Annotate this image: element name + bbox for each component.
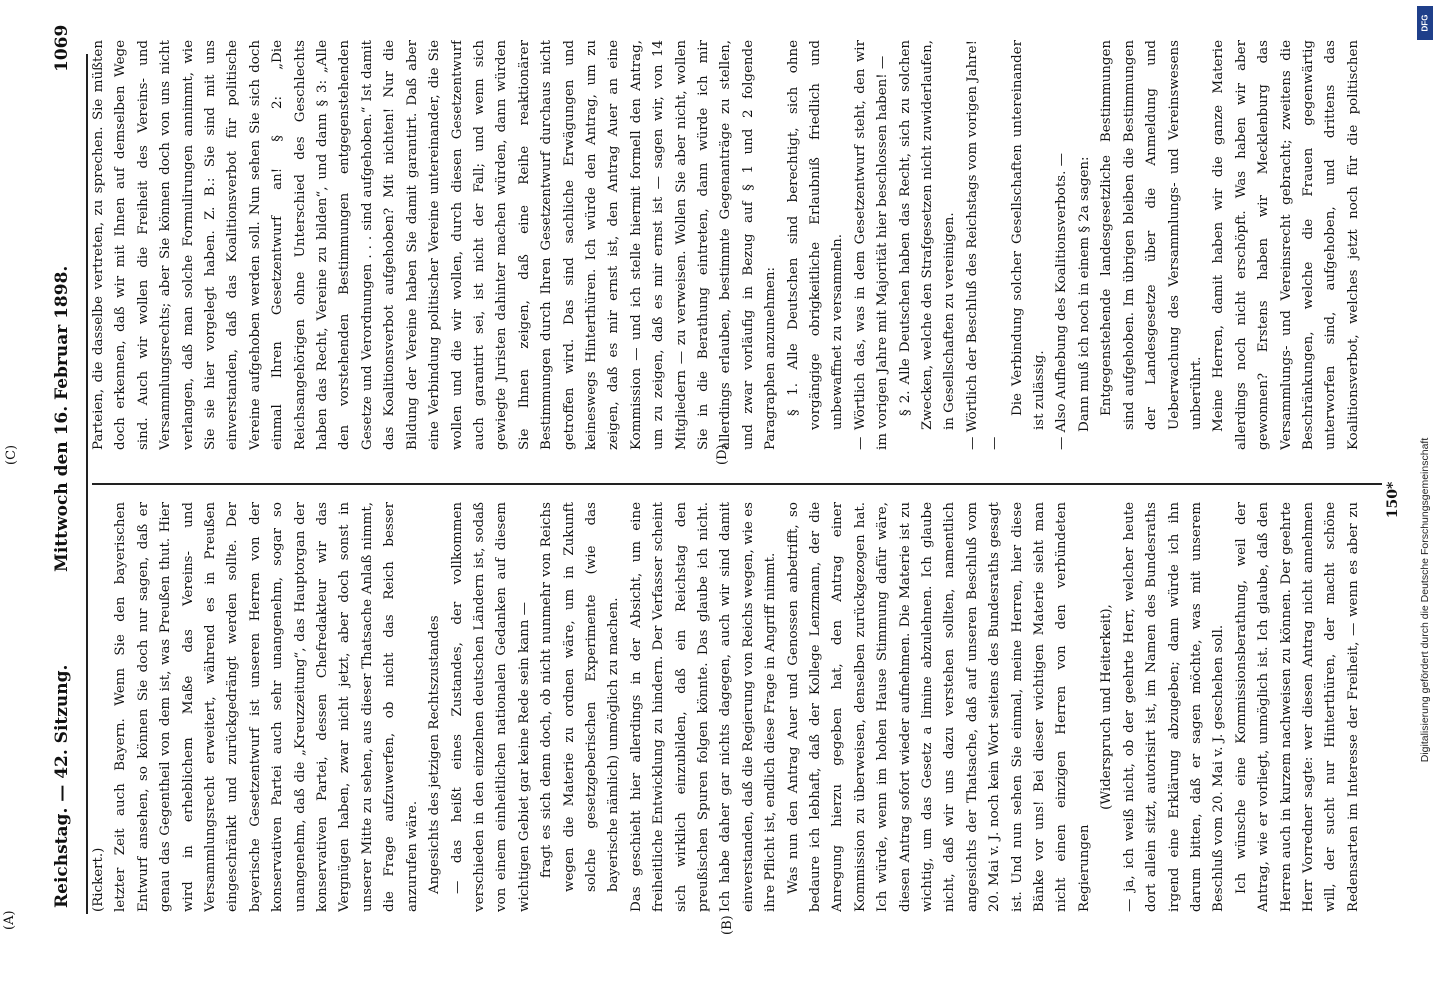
page-number: 1069 — [52, 24, 72, 72]
paragraph: Meine Herren, damit haben wir die ganze Materie allerdings noch nicht erschöpft. Was haben wir aber gewonnen? Erstens haben wir Mecklenburg das Versammlungs- und Vereinsrecht gebracht; zweitens die Beschränkungen, welche die Frauen gegenwärtig unterworfen sind, aufgehoben, und drittens das Koalitionsverbot, welches jetzt noch für die politischen — [1211, 40, 1361, 450]
paragraph: Das geschieht hier allerdings in der Absicht, um eine freiheitliche Entwicklung zu hindern. Der Verfasser scheint sich wirklich einzubilden, daß ein Reichstag den preußischen Spuren folgen könnte. Das glaube ich nicht. Ich habe daher gar nichts dagegen, auch wir sind damit einverstanden, daß die Regierung von Reichs wegen, wie es ihre Pflicht ist, endlich diese Frage in Angriff nimmt. — [628, 502, 779, 912]
left-text-column — [88, 502, 1368, 912]
paragraph: Ich wünsche eine Kommissionsberathung, weil der Antrag, wie er vorliegt, unmöglich ist. Ich glaube, daß den Herren auch in kurzem nachweisen zu können. Der geehrte Herr Vorredner sagte: wer diesen Antrag nicht annehmen will, der sucht nur Hinterthüren, der macht schöne Redensarten im Interesse der Freiheit, — wenn es aber zu — [1233, 502, 1361, 912]
paragraph: § 1. Alle Deutschen sind berechtigt, sich ohne vorgängige obrigkeitliche Erlaubniß friedlich und unbewaffnet zu versammeln. — [785, 40, 846, 430]
right-text-column — [88, 40, 1368, 450]
margin-marker-c: (C) — [4, 444, 19, 465]
paragraph: Entgegenstehende landesgesetzliche Bestimmungen sind aufgehoben. Im übrigen bleiben die Bestimmungen der Landesgesetze über die Anmeldung und Ueberwachung des Versammlungs- und Vereinswesens unberührt. — [1099, 40, 1204, 430]
paragraph: letzter Zeit auch Bayern. Wenn Sie den bayerischen Entwurf ansehen, so können Sie doch nur sagen, daß er genau das Gegentheil von dem ist, was Preußen thut. Hier wird in erheblichem Maße das Vereins- und Versammlungsrecht erweitert, während es in Preußen eingeschränkt und zurückgedrängt werden sollte. Der bayerische Gesetzentwurf ist unseren Herren von der konservativen Partei auch sehr unangenehm, sogar so unangenehm, daß die „Kreuzzeitung“, das Hauptorgan der konservativen Partei, dessen Chefredakteur wir das Vergnügen haben, zwar nicht jetzt, aber doch sonst in unserer Mitte zu sehen, aus dieser Thatsache Anlaß nimmt, die Frage aufzuwerfen, ob nicht das Reich besser anzurufen wäre. — [113, 502, 420, 912]
paragraph: Dann muß ich noch in einem § 2a sagen: — [1076, 156, 1092, 432]
paragraph: § 2. Alle Deutschen haben das Recht, sich zu solchen Zwecken, welche den Strafgesetzen nicht zuwiderlaufen, in Gesellschaften zu vereinigen. — [897, 40, 958, 430]
dfg-logo: DFG — [1417, 6, 1433, 40]
dfg-attribution-strip — [1416, 0, 1434, 1000]
running-header-left: Reichstag. — 42. Sitzung. — [52, 664, 72, 908]
paragraph: — Also Aufhebung des Koalitionsverbots. — — [1054, 152, 1070, 450]
paragraph: Die Verbindung solcher Gesellschaften untereinander ist zulässig. — [1009, 40, 1048, 430]
running-header-date: Mittwoch den 16. Februar 1898. — [52, 265, 72, 572]
bottom-page-number: 150* — [1385, 481, 1401, 519]
margin-marker-d: (D) — [715, 444, 730, 465]
paragraph: Parteien, die dasselbe vertreten, zu sprechen. Sie müßten doch erkennen, daß wir mit Ihnen auf demselben Wege sind. Auch wir wollen die Freiheit des Vereins- und Versammlungsrechts; aber Sie können doch von uns nicht verlangen, daß man solche Formulirungen annimmt, wie Sie sie hier vorgelegt haben. Z. B.: Sie sind mit uns einverstanden, daß das Koalitionsverbot für politische Vereine aufgehoben werden soll. Nun sehen Sie sich doch einmal Ihren Gesetzentwurf an! § 2: „Die Reichsangehörigen ohne Unterschied des Geschlechts haben das Recht, Vereine zu bilden“, und dann § 3: „Alle den vorstehenden Bestimmungen entgegenstehenden Gesetze und Verordnungen . . . sind aufgehoben.“ Ist damit das Koalitionsverbot aufgehoben? Mit nichten! Nur die Bildung der Vereine haben Sie damit garantirt. Daß aber eine Verbindung politischer Vereine untereinander, die Sie wollen und die wir wollen, durch diesen Gesetzentwurf auch garantirt sei, ist nicht der Fall; und wenn sich gewiegte Juristen dahinter machen würden, dann würden Sie Ihnen zeigen, daß eine Reihe reaktionärer Bestimmungen durch Ihren Gesetzentwurf durchaus nicht getroffen wird. Das sind sachliche Erwägungen und keineswegs Hinterthüren. Ich würde den Antrag, um zu zeigen, daß es mir ernst ist, den Antrag Auer an eine Kommission — und ich stelle hiermit formell den Antrag, um zu zeigen, daß es mir ernst ist — sagen wir, von 14 Mitgliedern — zu verweisen. Wollen Sie aber nicht, wollen Sie in die Berathung eintreten, dann würde ich mir allerdings erlauben, bestimmte Gegenanträge zu stellen, und zwar vorläufig in Bezug auf § 1 und 2 folgende Paragraphen anzunehmen: — [91, 40, 779, 450]
paragraph: — ja, ich weiß nicht, ob der geehrte Herr, welcher heute dort allein sitzt, autorisirt ist, im Namen des Bundesraths irgend eine Erklärung abzugeben; dann würde ich ihn darum bitten, daß er sagen möchte, was mit unserem Beschluß vom 20. Mai v. J. geschehen soll. — [1121, 502, 1227, 912]
paragraph: (Rickert.) — [91, 847, 106, 912]
paragraph: Was nun den Antrag Auer und Genossen anbetrifft, so bedaure ich lebhaft, daß der Kollege Lenzmann, der die Anregung hierzu gegeben hat, den Antrag einer Kommission zu überweisen, denselben zurückgezogen hat. Ich würde, wenn im hohen Hause Stimmung dafür wäre, diesen Antrag sofort wieder aufnehmen. Die Materie ist zu wichtig, um das Gesetz a limine abzulehnen. Ich glaube nicht, daß wir uns dazu verstehen sollten, namentlich angesichts der Thatsache, daß auf unseren Beschluß vom 20. Mai v. J. noch kein Wort seitens des Bundesraths gesagt ist. Und nun sehen Sie einmal, meine Herren, hier diese Bänke vor uns! Bei dieser wichtigen Materie sieht man nicht einen einzigen Herren von den verbündeten Regierungen — [785, 502, 1092, 912]
paragraph: fragt es sich denn doch, ob nicht nunmehr von Reichs wegen die Materie zu ordnen wäre, um in Zukunft solche gesetzgeberischen Experimente (wie das bayerische nämlich) unmöglich zu machen. — [539, 502, 622, 892]
paragraph: Angesichts des jetzigen Rechtszustandes — [427, 615, 443, 894]
margin-marker-a: (A) — [2, 910, 17, 930]
paragraph: — das heißt eines Zustandes, der vollkommen verschieden in den einzelnen deutschen Ländern ist, sodaß von einem einheitlichen nationalen Gedanken auf diesem wichtigen Gebiet gar keine Rede sein kann — — [449, 502, 532, 912]
digitization-credit: Digitalisierung gefördert durch die Deutsche Forschungsgemeinschaft — [1419, 437, 1431, 763]
paragraph: — Wörtlich das, was in dem Gesetzentwurf steht, den wir im vorigen Jahre mit Majorität hier beschlossen haben! — — [852, 40, 891, 450]
margin-marker-b: (B) — [720, 915, 735, 935]
column-divider — [92, 484, 1382, 486]
paragraph: — Wörtlich der Beschluß des Reichstags vom vorigen Jahre! — — [964, 40, 1003, 450]
paragraph: (Widerspruch und Heiterkeit), — [1099, 604, 1115, 810]
